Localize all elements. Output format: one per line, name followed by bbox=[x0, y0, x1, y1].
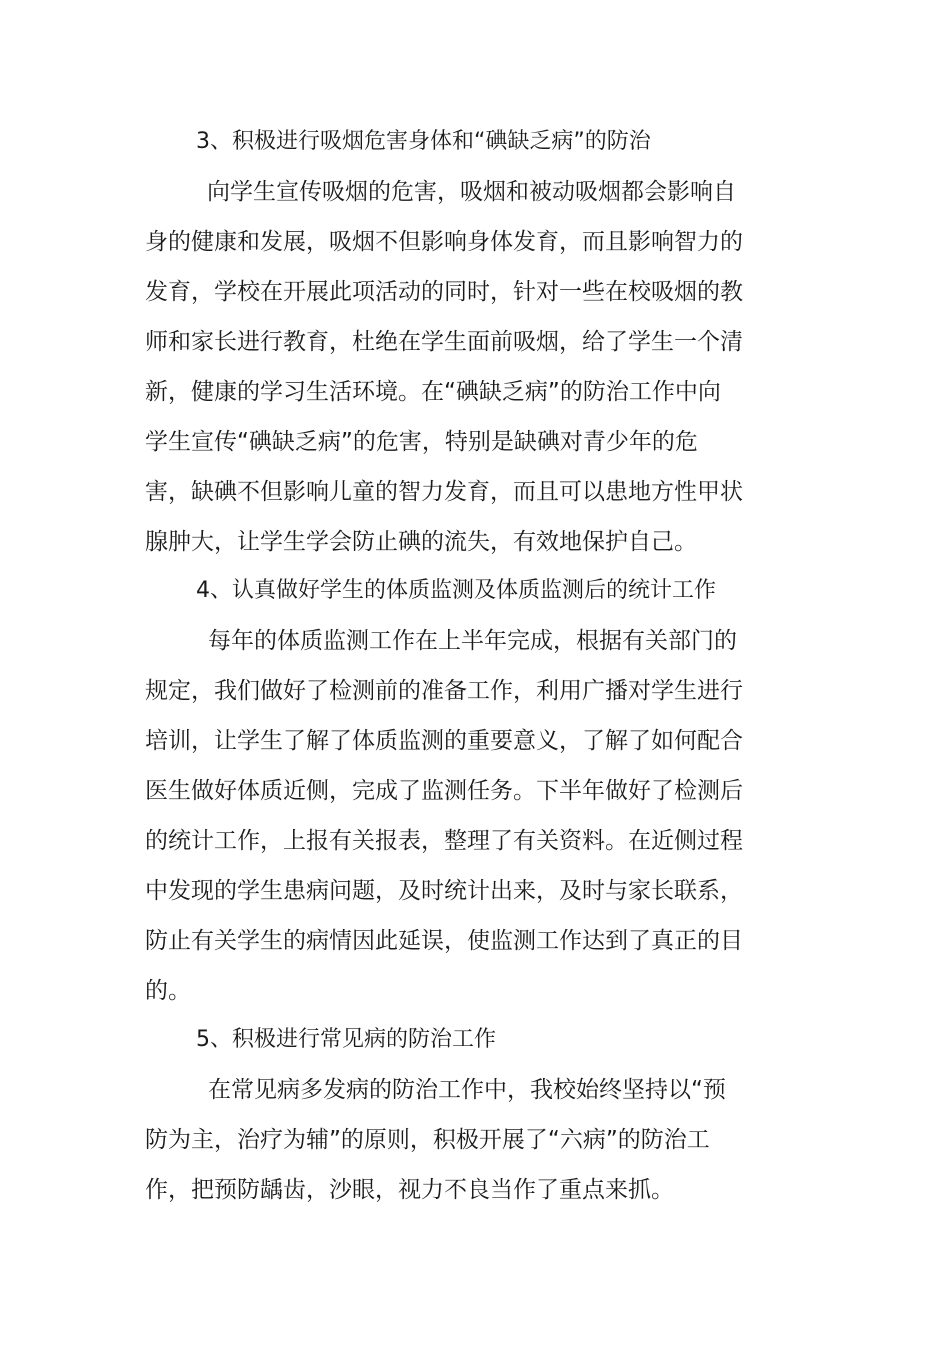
section-4-line-3: 培训，让学生了解了体质监测的重要意义，了解了如何配合 bbox=[145, 728, 743, 754]
section-4-heading: 4、认真做好学生的体质监测及体质监测后的统计工作 bbox=[196, 578, 716, 603]
section-5-heading: 5、积极进行常见病的防治工作 bbox=[196, 1027, 496, 1052]
section-4-line-1: 每年的体质监测工作在上半年完成，根据有关部门的 bbox=[208, 628, 737, 654]
section-3-line-8: 腺肿大，让学生学会防止碘的流失，有效地保护自己。 bbox=[145, 529, 697, 555]
section-3-heading: 3、积极进行吸烟危害身体和“碘缺乏病”的防治 bbox=[196, 129, 651, 154]
section-5-line-3: 作，把预防龋齿，沙眼，视力不良当作了重点来抓。 bbox=[145, 1177, 674, 1203]
section-3-line-5: 新，健康的学习生活环境。在“碘缺乏病”的防治工作中向 bbox=[145, 379, 721, 405]
section-4-line-8: 的。 bbox=[145, 978, 191, 1004]
section-5-line-1: 在常见病多发病的防治工作中，我校始终坚持以“预 bbox=[208, 1077, 726, 1103]
section-3-line-4: 师和家长进行教育，杜绝在学生面前吸烟，给了学生一个清 bbox=[145, 329, 743, 355]
section-3-line-6: 学生宣传“碘缺乏病”的危害，特别是缺碘对青少年的危 bbox=[145, 429, 698, 455]
section-5-line-2: 防为主，治疗为辅”的原则，积极开展了“六病”的防治工 bbox=[145, 1127, 710, 1153]
section-3-line-2: 身的健康和发展，吸烟不但影响身体发育，而且影响智力的 bbox=[145, 229, 743, 255]
section-4-line-2: 规定，我们做好了检测前的准备工作，利用广播对学生进行 bbox=[145, 678, 743, 704]
section-3-line-7: 害，缺碘不但影响儿童的智力发育，而且可以患地方性甲状 bbox=[145, 479, 743, 505]
section-4-line-6: 中发现的学生患病问题，及时统计出来，及时与家长联系， bbox=[145, 878, 743, 904]
section-4-line-4: 医生做好体质近侧，完成了监测任务。下半年做好了检测后 bbox=[145, 778, 743, 804]
section-3-line-1: 向学生宣传吸烟的危害，吸烟和被动吸烟都会影响自 bbox=[207, 179, 736, 205]
section-4-line-7: 防止有关学生的病情因此延误，使监测工作达到了真正的目 bbox=[145, 928, 743, 954]
section-3-line-3: 发育，学校在开展此项活动的同时，针对一些在校吸烟的教 bbox=[145, 279, 743, 305]
section-4-line-5: 的统计工作，上报有关报表，整理了有关资料。在近侧过程 bbox=[145, 828, 743, 854]
